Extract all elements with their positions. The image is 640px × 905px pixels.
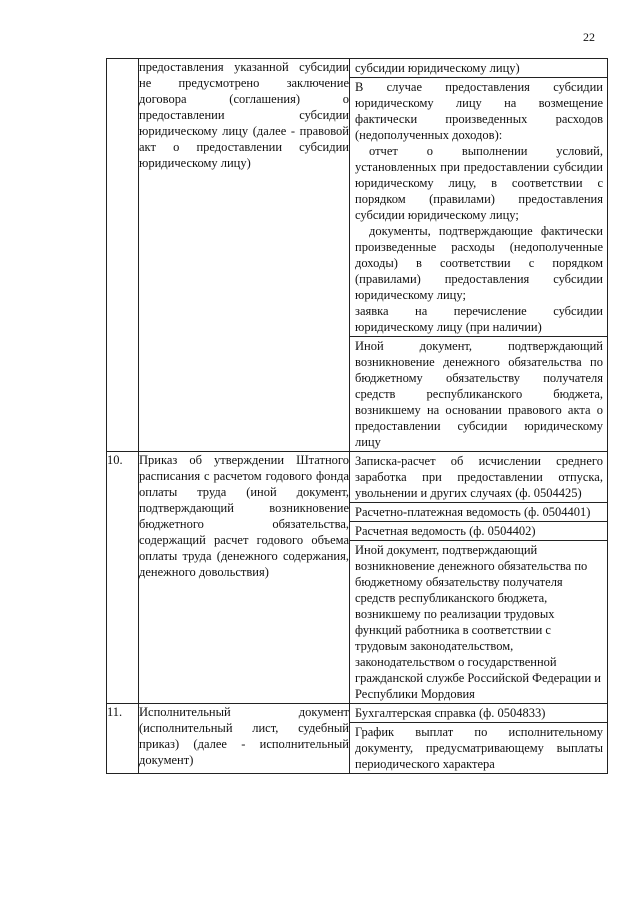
document-entry: [350, 78, 607, 337]
row-description: Исполнительный документ (исполнительный лист, судебный приказ) (далее - исполнительный документ): [139, 704, 350, 774]
document-text: График выплат по исполнительному документу, предусматривающему выплаты периодического характера: [355, 725, 603, 771]
row-number: 11.: [107, 704, 139, 774]
document-text: Расчетная ведомость (ф. 0504402): [355, 524, 536, 538]
document-entry: [350, 452, 607, 503]
document-text: документы, подтверждающие фактически произведенные расходы (недополученные доходы) в соответствии с порядком (правилами) предоставления субсидии юридическому лицу;: [355, 224, 603, 302]
document-text: отчет о выполнении условий, установленных при предоставлении субсидии юридическому лицу, в соответствии с порядком (правилами) предоставления субсидии юридическому лицу;: [355, 144, 603, 222]
row-description: предоставления указанной субсидии не предусмотрено заключение договора (соглашения) о предоставлении субсидии юридическому лицу (далее - правовой акт о предоставлении субсидии юридическому лицу): [139, 59, 350, 452]
document-text: Иной документ, подтверждающий возникновение денежного обязательства по бюджетному обязательству получателя средств республиканского бюджета, возникшему по реализации трудовых функций работника в соответствии с трудовым законодательством, законодательством о государственной гражданской службе Российской Федерации и Республики Мордовия: [355, 543, 601, 701]
document-text: Расчетно-платежная ведомость (ф. 0504401): [355, 505, 591, 519]
row-documents: [350, 59, 608, 452]
document-entry: [350, 704, 607, 723]
row-number: [107, 59, 139, 452]
document-text: субсидии юридическому лицу): [355, 61, 520, 75]
row-documents: [350, 704, 608, 774]
document-text: Бухгалтерская справка (ф. 0504833): [355, 706, 546, 720]
document-text: Записка-расчет об исчислении среднего заработка при предоставлении отпуска, увольнении и других случаях (ф. 0504425): [355, 454, 603, 500]
document-entry: [350, 337, 607, 451]
document-entry: [350, 723, 607, 773]
row-number: 10.: [107, 452, 139, 704]
table-row: [107, 452, 608, 704]
document-text: В случае предоставления субсидии юридическому лицу на возмещение фактически произведенных расходов (недополученных доходов):: [355, 80, 603, 142]
table-row: [107, 704, 608, 774]
row-documents: [350, 452, 608, 704]
page-number: 22: [583, 30, 595, 44]
document-entry: [350, 522, 607, 541]
document-entry: [350, 541, 607, 703]
document-text: Иной документ, подтверждающий возникновение денежного обязательства по бюджетному обязательству получателя средств республиканского бюджета, возникшему на основании правового акта о предоставлении субсидии юридическому лицу: [355, 339, 603, 449]
document-entry: [350, 503, 607, 522]
row-description: Приказ об утверждении Штатного расписания с расчетом годового фонда оплаты труда (иной документ, подтверждающий возникновение бюджетного обязательства, содержащий расчет годового объема оплаты труда (денежного содержания, денежного довольствия): [139, 452, 350, 704]
document-text: заявка на перечисление субсидии юридическому лицу (при наличии): [355, 304, 603, 334]
documents-table: [106, 58, 608, 774]
document-entry: [350, 59, 607, 78]
table-row: [107, 59, 608, 452]
